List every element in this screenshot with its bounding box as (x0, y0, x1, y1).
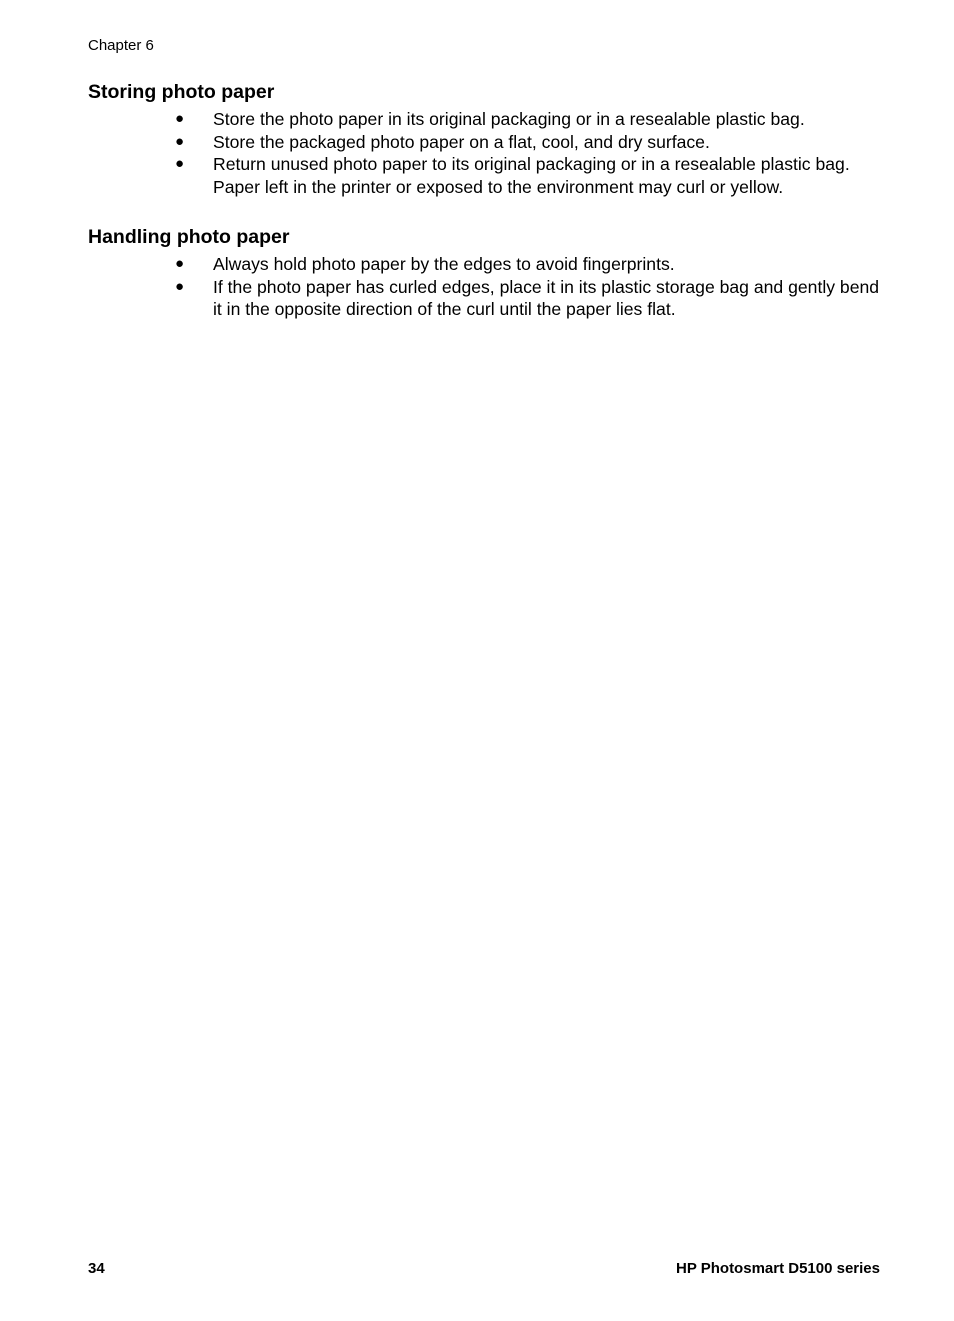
list-item-text: Store the packaged photo paper on a flat, cool, and dry surface. (213, 131, 710, 152)
list-item (0, 131, 954, 154)
bullet-list-handling (0, 253, 954, 321)
bullet-icon: ● (175, 155, 185, 172)
section-title-handling: Handling photo paper (88, 226, 290, 248)
bullet-icon: ● (175, 255, 185, 272)
footer-page-number: 34 (88, 1260, 105, 1277)
section-title-storing: Storing photo paper (88, 81, 275, 103)
list-item (0, 276, 954, 321)
list-item-text: Store the photo paper in its original packaging or in a resealable plastic bag. (213, 109, 805, 129)
bullet-icon: ● (175, 132, 185, 150)
list-item-text: If the photo paper has curled edges, place it in its plastic storage bag and gently bend it in the opposite direction of the curl until the paper lies flat. (213, 276, 880, 319)
bullet-list-storing (0, 108, 954, 198)
list-item-text: Always hold photo paper by the edges to avoid fingerprints. (213, 254, 675, 274)
bullet-icon: ● (175, 277, 185, 295)
list-item (0, 153, 954, 198)
list-item (0, 108, 954, 131)
list-item-text: Return unused photo paper to its original packaging or in a resealable plastic bag. Paper left in the printer or exposed to the environment may curl or yellow. (213, 154, 850, 197)
footer-product-name: HP Photosmart D5100 series (676, 1260, 880, 1277)
list-item (0, 253, 954, 276)
bullet-icon: ● (175, 110, 185, 127)
chapter-header: Chapter 6 (88, 37, 154, 54)
